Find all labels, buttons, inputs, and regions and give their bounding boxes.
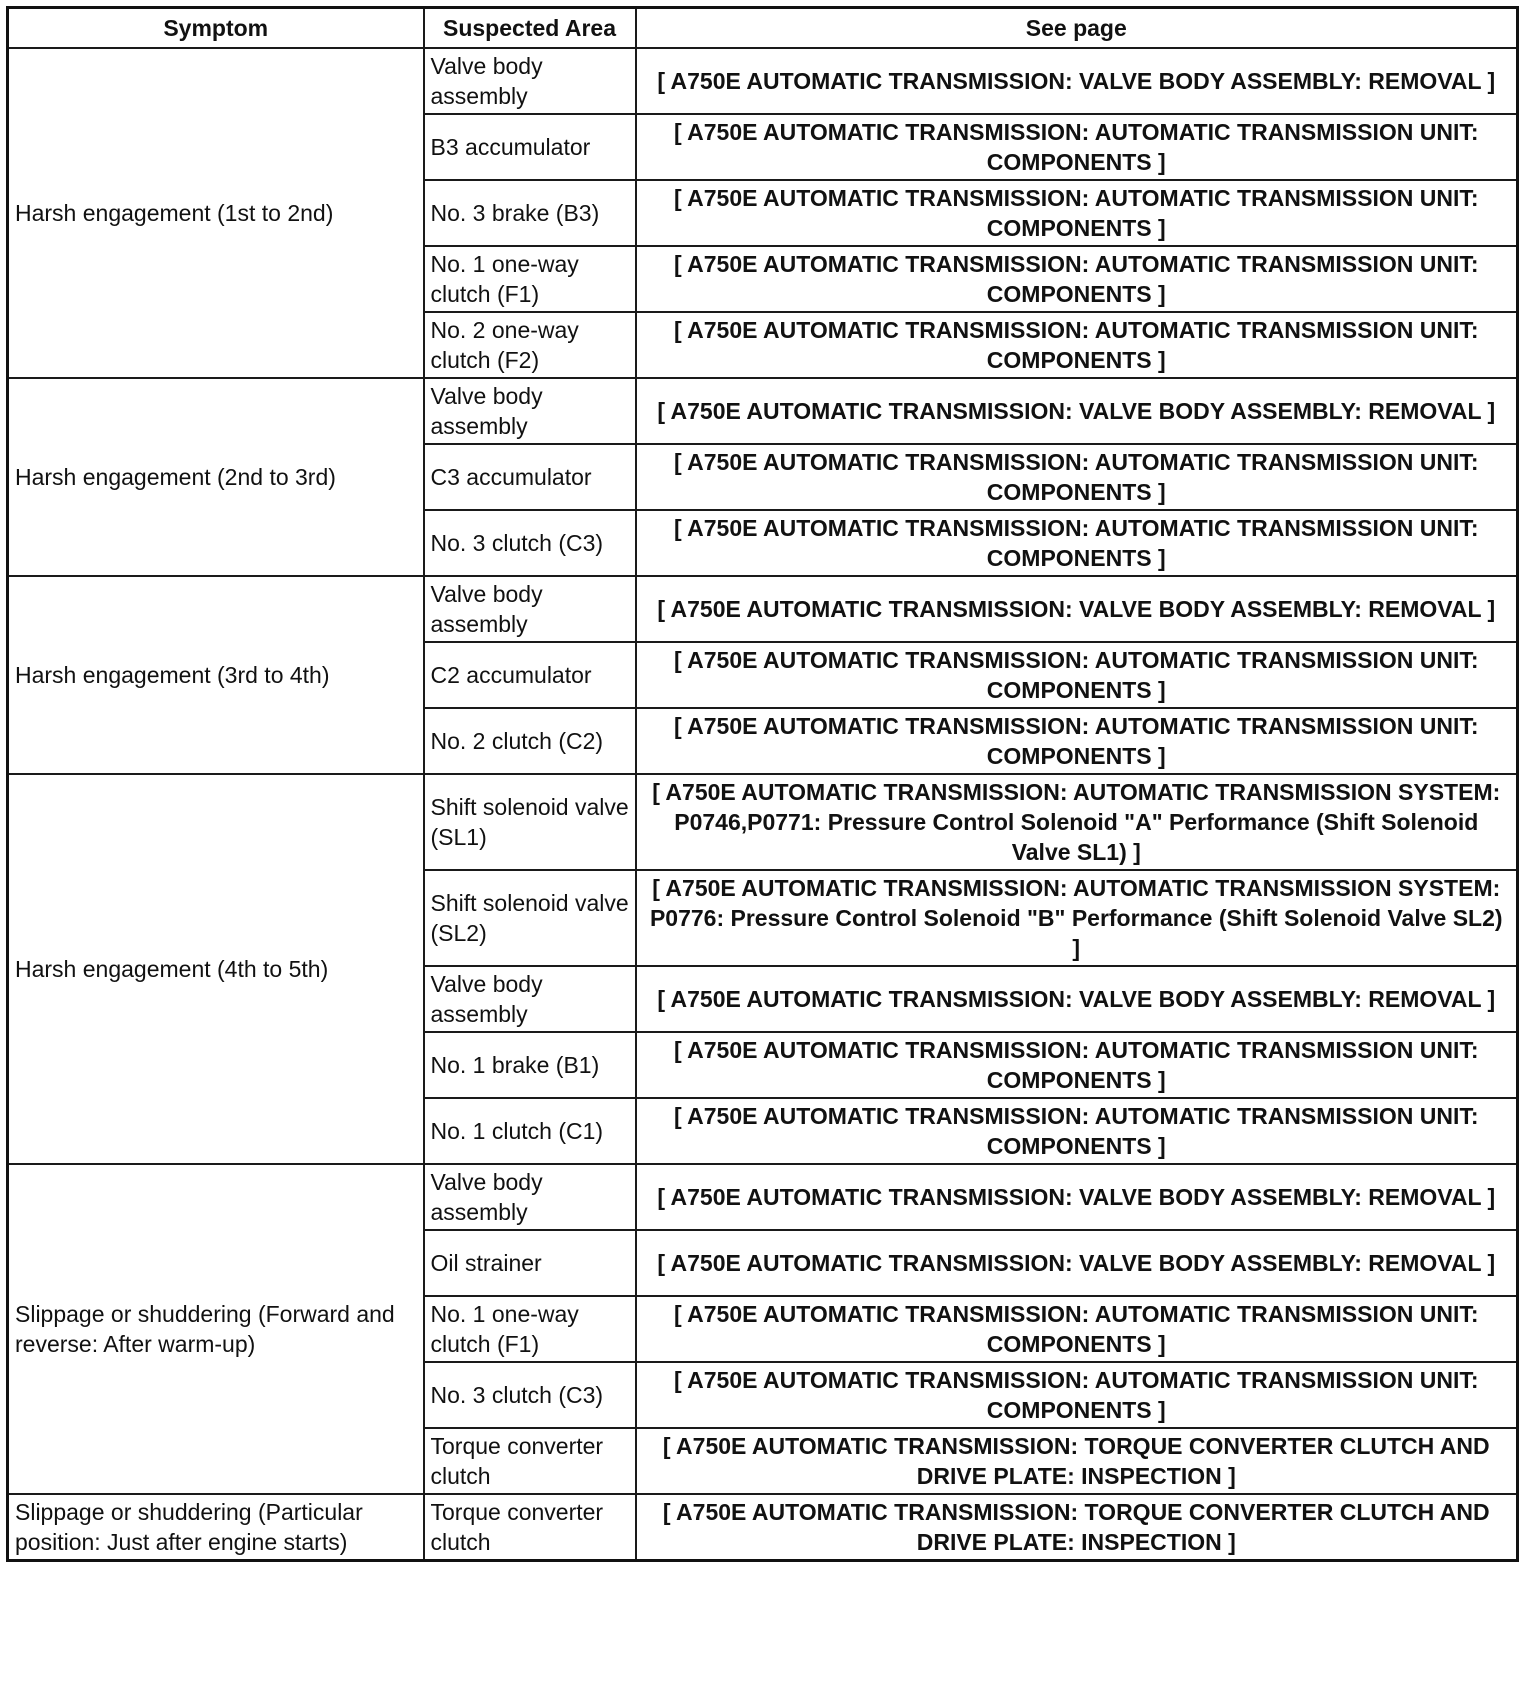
table-row [8, 576, 1518, 642]
suspected-area-cell: No. 1 one-way clutch (F1) [424, 246, 636, 312]
suspected-area-cell: Torque converter clutch [424, 1494, 636, 1561]
table-header-row [8, 8, 1518, 49]
symptom-cell: Slippage or shuddering (Particular position: Just after engine starts) [8, 1494, 424, 1561]
suspected-area-cell: No. 3 clutch (C3) [424, 510, 636, 576]
symptom-cell: Harsh engagement (3rd to 4th) [8, 576, 424, 774]
see-page-link[interactable]: [ A750E AUTOMATIC TRANSMISSION: VALVE BODY ASSEMBLY: REMOVAL ] [636, 1164, 1518, 1230]
suspected-area-cell: Shift solenoid valve (SL1) [424, 774, 636, 870]
see-page-link[interactable]: [ A750E AUTOMATIC TRANSMISSION: AUTOMATIC TRANSMISSION UNIT: COMPONENTS ] [636, 1098, 1518, 1164]
suspected-area-cell: No. 1 clutch (C1) [424, 1098, 636, 1164]
suspected-area-cell: Valve body assembly [424, 378, 636, 444]
see-page-link[interactable]: [ A750E AUTOMATIC TRANSMISSION: AUTOMATIC TRANSMISSION UNIT: COMPONENTS ] [636, 246, 1518, 312]
see-page-link[interactable]: [ A750E AUTOMATIC TRANSMISSION: AUTOMATIC TRANSMISSION SYSTEM: P0746,P0771: Pressure Control Solenoid "A" Performance (Shift Solenoid Valve SL1) ] [636, 774, 1518, 870]
suspected-area-cell: No. 3 brake (B3) [424, 180, 636, 246]
see-page-link[interactable]: [ A750E AUTOMATIC TRANSMISSION: AUTOMATIC TRANSMISSION UNIT: COMPONENTS ] [636, 510, 1518, 576]
see-page-link[interactable]: [ A750E AUTOMATIC TRANSMISSION: AUTOMATIC TRANSMISSION UNIT: COMPONENTS ] [636, 1296, 1518, 1362]
suspected-area-cell: No. 1 brake (B1) [424, 1032, 636, 1098]
symptom-cell: Harsh engagement (4th to 5th) [8, 774, 424, 1164]
suspected-area-cell: No. 2 clutch (C2) [424, 708, 636, 774]
see-page-link[interactable]: [ A750E AUTOMATIC TRANSMISSION: AUTOMATIC TRANSMISSION UNIT: COMPONENTS ] [636, 1362, 1518, 1428]
symptom-cell: Harsh engagement (1st to 2nd) [8, 48, 424, 378]
symptom-cell: Slippage or shuddering (Forward and reverse: After warm-up) [8, 1164, 424, 1494]
suspected-area-cell: Valve body assembly [424, 966, 636, 1032]
suspected-area-cell: No. 2 one-way clutch (F2) [424, 312, 636, 378]
suspected-area-cell: No. 1 one-way clutch (F1) [424, 1296, 636, 1362]
troubleshooting-table [6, 6, 1519, 1562]
table-row [8, 48, 1518, 114]
see-page-link[interactable]: [ A750E AUTOMATIC TRANSMISSION: VALVE BODY ASSEMBLY: REMOVAL ] [636, 378, 1518, 444]
suspected-area-cell: C3 accumulator [424, 444, 636, 510]
suspected-area-cell: C2 accumulator [424, 642, 636, 708]
suspected-area-cell: Valve body assembly [424, 1164, 636, 1230]
suspected-area-cell: Shift solenoid valve (SL2) [424, 870, 636, 966]
see-page-link[interactable]: [ A750E AUTOMATIC TRANSMISSION: AUTOMATIC TRANSMISSION UNIT: COMPONENTS ] [636, 180, 1518, 246]
see-page-link[interactable]: [ A750E AUTOMATIC TRANSMISSION: TORQUE CONVERTER CLUTCH AND DRIVE PLATE: INSPECTION ] [636, 1428, 1518, 1494]
troubleshooting-table-container [6, 6, 1516, 1562]
symptom-cell: Harsh engagement (2nd to 3rd) [8, 378, 424, 576]
suspected-area-cell: B3 accumulator [424, 114, 636, 180]
see-page-link[interactable]: [ A750E AUTOMATIC TRANSMISSION: AUTOMATIC TRANSMISSION UNIT: COMPONENTS ] [636, 114, 1518, 180]
see-page-link[interactable]: [ A750E AUTOMATIC TRANSMISSION: VALVE BODY ASSEMBLY: REMOVAL ] [636, 576, 1518, 642]
header-symptom: Symptom [8, 8, 424, 49]
table-body [8, 48, 1518, 1561]
see-page-link[interactable]: [ A750E AUTOMATIC TRANSMISSION: VALVE BODY ASSEMBLY: REMOVAL ] [636, 1230, 1518, 1296]
table-row [8, 1494, 1518, 1561]
suspected-area-cell: No. 3 clutch (C3) [424, 1362, 636, 1428]
see-page-link[interactable]: [ A750E AUTOMATIC TRANSMISSION: AUTOMATIC TRANSMISSION SYSTEM: P0776: Pressure Control Solenoid "B" Performance (Shift Solenoid Valve SL2) ] [636, 870, 1518, 966]
table-row [8, 774, 1518, 870]
suspected-area-cell: Torque converter clutch [424, 1428, 636, 1494]
see-page-link[interactable]: [ A750E AUTOMATIC TRANSMISSION: AUTOMATIC TRANSMISSION UNIT: COMPONENTS ] [636, 444, 1518, 510]
see-page-link[interactable]: [ A750E AUTOMATIC TRANSMISSION: AUTOMATIC TRANSMISSION UNIT: COMPONENTS ] [636, 312, 1518, 378]
table-row [8, 378, 1518, 444]
suspected-area-cell: Valve body assembly [424, 48, 636, 114]
suspected-area-cell: Valve body assembly [424, 576, 636, 642]
table-row [8, 1164, 1518, 1230]
see-page-link[interactable]: [ A750E AUTOMATIC TRANSMISSION: AUTOMATIC TRANSMISSION UNIT: COMPONENTS ] [636, 1032, 1518, 1098]
see-page-link[interactable]: [ A750E AUTOMATIC TRANSMISSION: TORQUE CONVERTER CLUTCH AND DRIVE PLATE: INSPECTION ] [636, 1494, 1518, 1561]
see-page-link[interactable]: [ A750E AUTOMATIC TRANSMISSION: VALVE BODY ASSEMBLY: REMOVAL ] [636, 48, 1518, 114]
see-page-link[interactable]: [ A750E AUTOMATIC TRANSMISSION: AUTOMATIC TRANSMISSION UNIT: COMPONENTS ] [636, 708, 1518, 774]
suspected-area-cell: Oil strainer [424, 1230, 636, 1296]
header-suspected-area: Suspected Area [424, 8, 636, 49]
see-page-link[interactable]: [ A750E AUTOMATIC TRANSMISSION: AUTOMATIC TRANSMISSION UNIT: COMPONENTS ] [636, 642, 1518, 708]
see-page-link[interactable]: [ A750E AUTOMATIC TRANSMISSION: VALVE BODY ASSEMBLY: REMOVAL ] [636, 966, 1518, 1032]
header-see-page: See page [636, 8, 1518, 49]
